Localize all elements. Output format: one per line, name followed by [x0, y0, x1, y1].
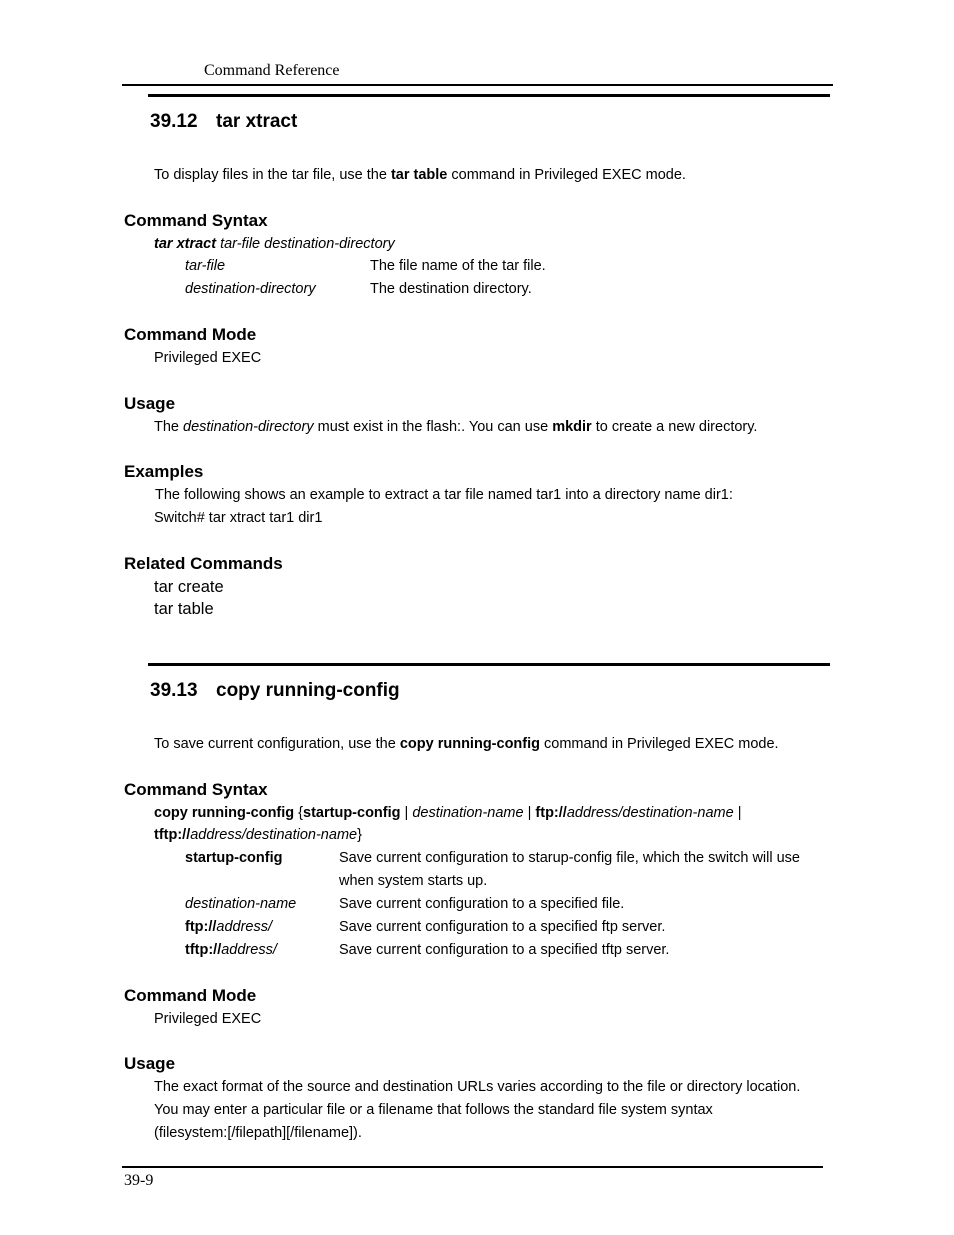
- mode-heading: Command Mode: [124, 325, 257, 344]
- param-name: ftp://address/: [185, 919, 273, 935]
- syntax-line: copy running-config {startup-config | destination-name | ftp://address/destination-name |: [154, 805, 742, 821]
- page-number: 39-9: [124, 1172, 154, 1189]
- mode-text: Privileged EXEC: [154, 350, 262, 366]
- usage-text: (filesystem:[/filepath][/filename]).: [154, 1125, 362, 1141]
- syntax-heading: Command Syntax: [124, 211, 268, 230]
- section-title: copy running-config: [216, 680, 400, 701]
- param-description: when system starts up.: [339, 873, 488, 889]
- section-rule: [148, 94, 830, 97]
- syntax-heading: Command Syntax: [124, 780, 268, 799]
- param-description: The file name of the tar file.: [370, 258, 546, 274]
- syntax-line: tftp://address/destination-name}: [154, 827, 362, 843]
- param-name: startup-config: [185, 850, 283, 866]
- examples-heading: Examples: [124, 462, 204, 481]
- section-title: tar xtract: [216, 111, 298, 132]
- param-description: Save current configuration to starup-config file, which the switch will use: [339, 850, 800, 866]
- footer-rule: [122, 1166, 823, 1168]
- param-name: tar-file: [185, 258, 226, 274]
- intro-paragraph: To save current configuration, use the copy running-config command in Privileged EXEC mode.: [154, 736, 779, 752]
- param-description: Save current configuration to a specified ftp server.: [339, 919, 666, 935]
- param-name: destination-name: [185, 896, 297, 912]
- intro-paragraph: To display files in the tar file, use the tar table command in Privileged EXEC mode.: [154, 167, 686, 183]
- syntax-line: tar xtract tar-file destination-directory: [154, 236, 395, 252]
- example-description: The following shows an example to extract a tar file named tar1 into a directory name dir1:: [155, 487, 733, 503]
- usage-heading: Usage: [124, 394, 176, 413]
- related-command: tar table: [154, 600, 214, 618]
- section-heading: [150, 680, 400, 702]
- running-title: Command Reference: [204, 62, 340, 79]
- param-name: tftp://address/: [185, 942, 277, 958]
- section-number: 39.12: [150, 111, 198, 132]
- header-rule: [122, 84, 833, 86]
- param-description: The destination directory.: [370, 281, 532, 297]
- related-command: tar create: [154, 578, 224, 596]
- usage-text: You may enter a particular file or a filename that follows the standard file system syntax: [154, 1102, 713, 1118]
- usage-heading: Usage: [124, 1054, 176, 1073]
- related-heading: Related Commands: [124, 554, 283, 573]
- mode-text: Privileged EXEC: [154, 1011, 262, 1027]
- section-rule: [148, 663, 830, 666]
- example-command: Switch# tar xtract tar1 dir1: [154, 510, 323, 526]
- param-description: Save current configuration to a specified tftp server.: [339, 942, 670, 958]
- param-description: Save current configuration to a specified file.: [339, 896, 625, 912]
- usage-text: The exact format of the source and destination URLs varies according to the file or directory location.: [154, 1079, 801, 1095]
- usage-text: The destination-directory must exist in the flash:. You can use mkdir to create a new directory.: [154, 419, 758, 435]
- param-name: destination-directory: [185, 281, 316, 297]
- section-heading: [150, 111, 297, 133]
- section-number: 39.13: [150, 680, 198, 701]
- mode-heading: Command Mode: [124, 986, 257, 1005]
